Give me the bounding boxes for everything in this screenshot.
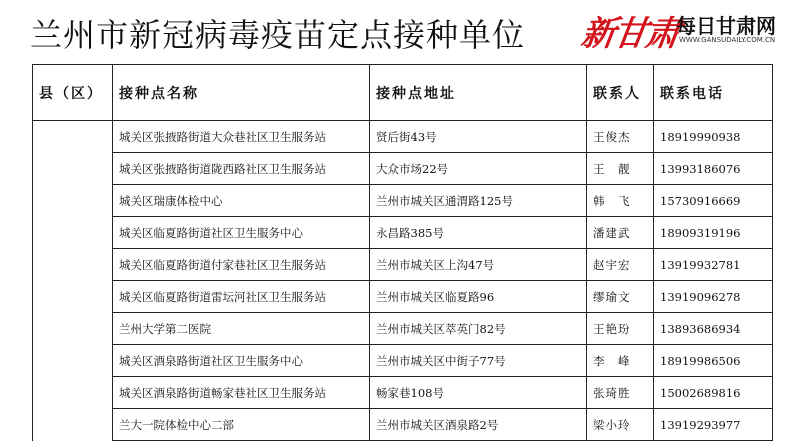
table-body — [33, 121, 773, 441]
column-header-county: 县（区） — [33, 65, 113, 121]
table-row — [33, 185, 773, 217]
contact-cell: 李 峰 — [587, 345, 654, 377]
phone-cell: 13893686934 — [654, 313, 773, 345]
site-address-cell: 大众市场22号 — [370, 153, 587, 185]
phone-cell: 13919293977 — [654, 409, 773, 441]
contact-cell: 张琦胜 — [587, 377, 654, 409]
phone-cell: 13919932781 — [654, 249, 773, 281]
phone-cell: 15730916669 — [654, 185, 773, 217]
site-name-cell: 城关区瑞康体检中心 — [113, 185, 370, 217]
table-row — [33, 121, 773, 153]
table-header-row — [33, 65, 773, 121]
site-address-cell: 永昌路385号 — [370, 217, 587, 249]
site-name-cell: 城关区酒泉路街道畅家巷社区卫生服务站 — [113, 377, 370, 409]
site-name-cell: 城关区临夏路街道雷坛河社区卫生服务站 — [113, 281, 370, 313]
site-name-cell: 兰大一院体检中心二部 — [113, 409, 370, 441]
site-name-cell: 城关区酒泉路街道社区卫生服务中心 — [113, 345, 370, 377]
phone-cell: 13993186076 — [654, 153, 773, 185]
contact-cell: 赵宇宏 — [587, 249, 654, 281]
brand-url: WWW.GANSUDAILY.COM.CN — [679, 36, 776, 44]
brand-name: 每日甘肃网 — [676, 14, 776, 38]
site-name-cell: 城关区张掖路街道陇西路社区卫生服务站 — [113, 153, 370, 185]
table-row — [33, 217, 773, 249]
brand-calligraphy: 新甘肃 — [578, 14, 681, 54]
site-address-cell: 兰州市城关区中街子77号 — [370, 345, 587, 377]
vaccination-sites-sheet — [0, 64, 800, 445]
contact-cell: 王 靓 — [587, 153, 654, 185]
contact-cell: 潘建武 — [587, 217, 654, 249]
site-address-cell: 兰州市城关区通渭路125号 — [370, 185, 587, 217]
column-header-phone: 联系电话 — [654, 65, 773, 121]
phone-cell: 18919990938 — [654, 121, 773, 153]
table-row — [33, 409, 773, 441]
site-address-cell: 畅家巷108号 — [370, 377, 587, 409]
county-cell — [33, 121, 113, 441]
table-row — [33, 153, 773, 185]
phone-cell: 18909319196 — [654, 217, 773, 249]
column-header-site-address: 接种点地址 — [370, 65, 587, 121]
site-address-cell: 贤后街43号 — [370, 121, 587, 153]
column-header-contact: 联系人 — [587, 65, 654, 121]
phone-cell: 15002689816 — [654, 377, 773, 409]
contact-cell: 王艳玢 — [587, 313, 654, 345]
contact-cell: 韩 飞 — [587, 185, 654, 217]
site-name-cell: 兰州大学第二医院 — [113, 313, 370, 345]
table-row — [33, 249, 773, 281]
vaccination-sites-table — [32, 64, 773, 441]
site-address-cell: 兰州市城关区上沟47号 — [370, 249, 587, 281]
site-name-cell: 城关区临夏路街道付家巷社区卫生服务站 — [113, 249, 370, 281]
table-row — [33, 345, 773, 377]
phone-cell: 18919986506 — [654, 345, 773, 377]
brand-logo — [578, 6, 792, 54]
table-row — [33, 281, 773, 313]
contact-cell: 王俊杰 — [587, 121, 654, 153]
table-row — [33, 377, 773, 409]
site-address-cell: 兰州市城关区酒泉路2号 — [370, 409, 587, 441]
contact-cell: 缪瑜文 — [587, 281, 654, 313]
site-name-cell: 城关区张掖路街道大众巷社区卫生服务站 — [113, 121, 370, 153]
phone-cell: 13919096278 — [654, 281, 773, 313]
contact-cell: 梁小玲 — [587, 409, 654, 441]
column-header-site-name: 接种点名称 — [113, 65, 370, 121]
table-row — [33, 313, 773, 345]
site-address-cell: 兰州市城关区萃英门82号 — [370, 313, 587, 345]
site-address-cell: 兰州市城关区临夏路96 — [370, 281, 587, 313]
site-name-cell: 城关区临夏路街道社区卫生服务中心 — [113, 217, 370, 249]
page-title: 兰州市新冠病毒疫苗定点接种单位 — [30, 16, 526, 54]
